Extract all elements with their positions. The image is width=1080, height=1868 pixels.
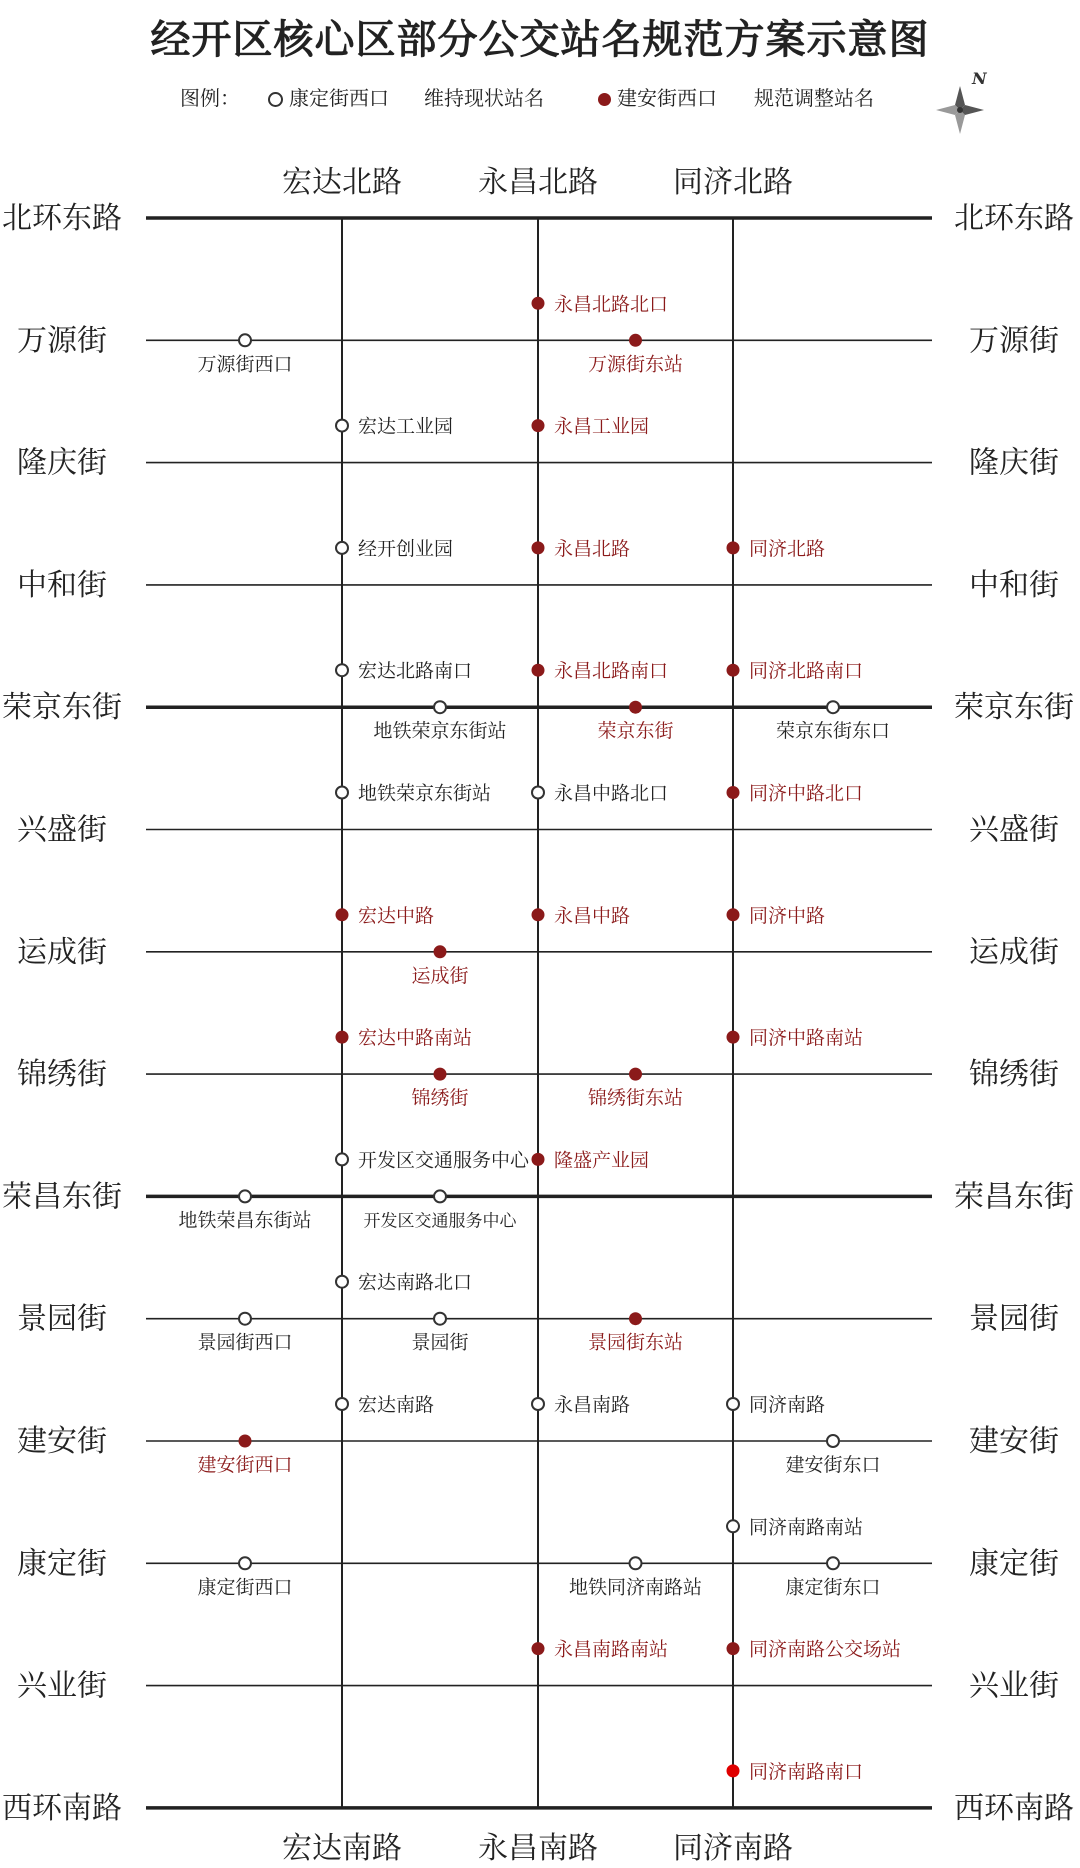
legend-kept-example: 康定街西口 xyxy=(289,86,389,110)
street-label-left: 建安街 xyxy=(17,1424,107,1459)
station-label: 宏达南路 xyxy=(358,1394,435,1416)
legend-adjusted-example: 建安街西口 xyxy=(617,86,717,110)
street-label-right: 建安街 xyxy=(969,1424,1059,1459)
station-label: 宏达中路南站 xyxy=(358,1027,473,1050)
adjusted-station-marker-icon xyxy=(532,541,545,554)
station-label: 地铁同济南路站 xyxy=(568,1576,703,1599)
station-label: 同济南路南口 xyxy=(749,1760,864,1783)
street-label-left: 隆庆街 xyxy=(17,445,107,481)
station-label: 同济北路 xyxy=(749,537,826,560)
street-label-left: 万源街 xyxy=(17,323,107,359)
station-label: 万源街西口 xyxy=(197,353,293,376)
adjusted-station-marker-icon xyxy=(532,1153,545,1166)
street-label-left: 兴业街 xyxy=(17,1668,107,1704)
street-label-right: 荣京东街 xyxy=(954,690,1074,726)
station-label: 地铁荣昌东街站 xyxy=(178,1209,312,1232)
station-label: 同济南路南站 xyxy=(749,1516,864,1539)
legend-label: 图例： xyxy=(180,86,240,110)
station-label: 开发区交通服务中心 xyxy=(358,1149,530,1172)
adjusted-station-marker-icon xyxy=(727,786,740,799)
street-label-right: 荣昌东街 xyxy=(954,1179,1074,1215)
station-label: 荣京东街 xyxy=(597,720,674,743)
station-label: 经开创业园 xyxy=(358,537,454,560)
street-label-left: 西环南路 xyxy=(2,1790,122,1826)
station-label: 开发区交通服务中心 xyxy=(363,1211,517,1232)
kept-station-marker-icon xyxy=(336,1153,348,1165)
station-label: 宏达南路北口 xyxy=(358,1271,473,1294)
station-label: 宏达中路 xyxy=(358,904,435,927)
street-label-left: 北环东路 xyxy=(2,201,122,236)
station-label: 景园街西口 xyxy=(197,1331,293,1354)
street-label-right: 北环东路 xyxy=(954,201,1074,236)
street-label-right: 康定街 xyxy=(969,1546,1059,1582)
adjusted-station-marker-icon xyxy=(434,945,447,958)
avenue-label-bottom: 宏达南路 xyxy=(282,1831,402,1866)
terminus-station-marker-icon xyxy=(727,1764,740,1777)
station-label: 荣京东街东口 xyxy=(775,720,891,743)
station-label: 万源街东站 xyxy=(587,353,684,376)
avenue-label-top: 宏达北路 xyxy=(282,165,402,200)
station-label: 宏达北路南口 xyxy=(358,660,473,683)
kept-station-marker-icon xyxy=(727,1520,739,1532)
adjusted-station-marker-icon xyxy=(239,1435,252,1448)
avenue-label-top: 永昌北路 xyxy=(478,165,598,200)
kept-station-marker-icon xyxy=(827,1435,839,1447)
street-label-left: 康定街 xyxy=(17,1546,107,1582)
street-label-right: 隆庆街 xyxy=(969,445,1059,481)
kept-station-marker-icon xyxy=(336,1276,348,1288)
adjusted-station-marker-icon xyxy=(727,908,740,921)
station-label: 同济中路 xyxy=(749,904,826,927)
station-label: 锦绣街东站 xyxy=(587,1087,684,1110)
legend-kept-text: 维持现状站名 xyxy=(424,86,544,110)
compass-north-label: N xyxy=(972,69,987,88)
station-label: 锦绣街 xyxy=(411,1087,469,1110)
kept-station-marker-icon xyxy=(336,542,348,554)
station-label: 永昌北路南口 xyxy=(554,660,669,683)
street-label-right: 兴盛街 xyxy=(969,812,1059,848)
kept-station-marker-icon xyxy=(239,334,251,346)
kept-station-marker-icon xyxy=(336,664,348,676)
adjusted-station-marker-icon xyxy=(532,664,545,677)
adjusted-station-marker-icon xyxy=(336,1031,349,1044)
adjusted-station-marker-icon xyxy=(532,1642,545,1655)
station-label: 同济北路南口 xyxy=(749,660,864,683)
station-label: 永昌中路北口 xyxy=(554,782,669,805)
kept-station-marker-icon xyxy=(336,1398,348,1410)
adjusted-station-marker-icon xyxy=(629,701,642,714)
station-label: 同济中路南站 xyxy=(749,1027,864,1050)
station-label: 永昌北路北口 xyxy=(554,293,669,316)
kept-station-marker-icon xyxy=(336,420,348,432)
adjusted-station-marker-icon xyxy=(727,1031,740,1044)
station-label: 景园街东站 xyxy=(587,1331,684,1354)
station-label: 宏达工业园 xyxy=(358,415,454,438)
street-label-left: 兴盛街 xyxy=(17,812,107,848)
kept-station-marker-icon xyxy=(532,1398,544,1410)
kept-station-marker-icon xyxy=(239,1190,251,1202)
adjusted-station-marker-icon xyxy=(629,1312,642,1325)
kept-station-marker-icon xyxy=(336,787,348,799)
kept-station-marker-icon xyxy=(434,701,446,713)
adjusted-station-marker-icon xyxy=(629,334,642,347)
adjusted-station-marker-icon xyxy=(532,908,545,921)
map-title: 经开区核心区部分公交站名规范方案示意图 xyxy=(150,17,930,63)
street-label-left: 运成街 xyxy=(17,934,107,970)
station-label: 永昌南路南站 xyxy=(554,1638,669,1661)
station-label: 永昌中路 xyxy=(554,904,631,927)
kept-station-marker-icon xyxy=(630,1557,642,1569)
station-label: 永昌北路 xyxy=(554,537,631,560)
kept-station-marker-icon xyxy=(434,1313,446,1325)
street-label-left: 荣昌东街 xyxy=(2,1179,122,1215)
station-label: 景园街 xyxy=(411,1331,469,1354)
street-label-right: 兴业街 xyxy=(969,1668,1059,1704)
station-label: 康定街西口 xyxy=(197,1576,293,1599)
kept-station-marker-icon xyxy=(827,1557,839,1569)
street-label-right: 运成街 xyxy=(969,934,1059,970)
compass-rose-icon xyxy=(936,69,988,134)
kept-station-marker-icon xyxy=(532,787,544,799)
kept-station-marker-icon xyxy=(239,1557,251,1569)
street-label-right: 景园街 xyxy=(969,1301,1059,1337)
avenue-label-top: 同济北路 xyxy=(673,165,793,200)
adjusted-station-marker-icon xyxy=(727,541,740,554)
avenue-label-bottom: 同济南路 xyxy=(673,1831,793,1866)
station-label: 地铁荣京东街站 xyxy=(373,720,507,743)
station-label: 康定街东口 xyxy=(785,1576,881,1599)
street-label-right: 锦绣街 xyxy=(969,1057,1059,1093)
adjusted-station-marker-icon xyxy=(532,297,545,310)
station-label: 地铁荣京东街站 xyxy=(358,782,492,805)
station-label: 同济中路北口 xyxy=(749,782,864,805)
adjusted-station-marker-icon xyxy=(629,1068,642,1081)
legend-adjusted-text: 规范调整站名 xyxy=(754,86,874,110)
kept-station-marker-icon xyxy=(827,701,839,713)
street-label-right: 万源街 xyxy=(969,323,1059,359)
adjusted-station-marker-icon xyxy=(434,1068,447,1081)
street-label-left: 荣京东街 xyxy=(2,690,122,726)
station-label: 运成街 xyxy=(411,964,469,987)
kept-station-marker-icon xyxy=(239,1313,251,1325)
adjusted-station-marker-icon xyxy=(336,908,349,921)
station-label: 永昌工业园 xyxy=(554,415,650,438)
station-label: 永昌南路 xyxy=(554,1394,631,1416)
street-label-left: 锦绣街 xyxy=(17,1057,107,1093)
station-label: 同济南路 xyxy=(749,1394,826,1416)
kept-station-marker-icon xyxy=(727,1398,739,1410)
adjusted-station-marker-icon xyxy=(727,664,740,677)
station-label: 建安街西口 xyxy=(197,1454,293,1476)
kept-station-marker-icon xyxy=(434,1190,446,1202)
station-label: 同济南路公交场站 xyxy=(749,1638,902,1661)
adjusted-station-marker-icon xyxy=(532,419,545,432)
adjusted-station-marker-icon xyxy=(727,1642,740,1655)
station-label: 建安街东口 xyxy=(785,1454,881,1476)
avenue-label-bottom: 永昌南路 xyxy=(478,1831,598,1866)
street-label-right: 中和街 xyxy=(969,567,1059,603)
street-label-left: 中和街 xyxy=(17,567,107,603)
station-label: 隆盛产业园 xyxy=(554,1149,650,1172)
street-label-right: 西环南路 xyxy=(954,1790,1074,1826)
street-label-left: 景园街 xyxy=(17,1301,107,1337)
